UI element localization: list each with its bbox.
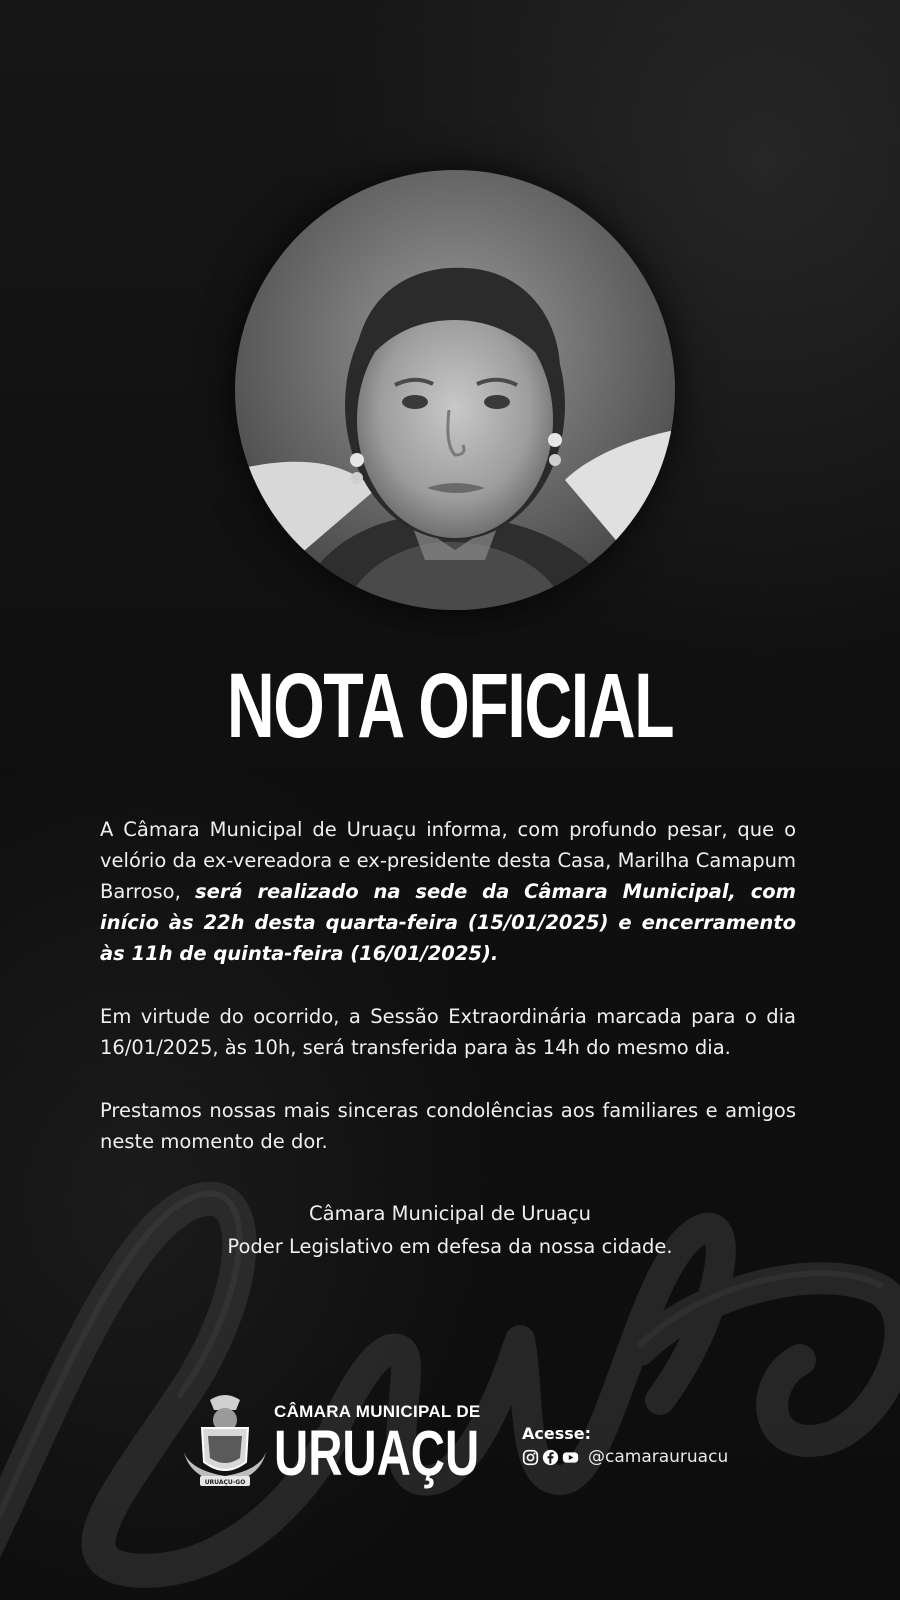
brand-name: URUAÇU [274,1417,480,1489]
access-block [522,1424,728,1467]
social-handle[interactable]: @camarauruacu [588,1447,729,1467]
social-row [522,1447,728,1467]
paragraph-1-highlight: será realizado na sede da Câmara Municipal, com início às 22h desta quarta-feira (15/01/2025) e encerramento às 11h de quinta-feira (16/01/2025). [100,880,796,965]
footer-brand [274,1402,551,1489]
paragraph-2: Em virtude do ocorrido, a Sessão Extraordinária marcada para o dia 16/01/2025, às 10h, será transferida para às 14h do mesmo dia. [100,1005,796,1059]
page-title: NOTA OFICIAL [226,655,674,757]
signature [0,1197,900,1263]
paragraph-3: Prestamos nossas mais sinceras condolências aos familiares e amigos neste momento de dor. [100,1099,796,1153]
portrait-illustration [235,170,675,610]
announcement-body [100,814,796,1189]
crest-logo-icon [180,1392,270,1492]
youtube-icon[interactable] [562,1449,579,1466]
signature-line-1: Câmara Municipal de Uruaçu [309,1202,591,1225]
facebook-icon[interactable] [542,1449,559,1466]
access-label: Acesse: [522,1424,592,1443]
instagram-icon[interactable] [522,1449,539,1466]
paragraph-1 [100,814,796,969]
portrait-photo [235,170,675,610]
crest-text: URUAÇU-GO [204,1479,246,1486]
brand-subtitle: CÂMARA MUNICIPAL DE [274,1402,481,1421]
signature-line-2: Poder Legislativo em defesa da nossa cidade. [227,1235,673,1258]
paragraph-1-intro: A Câmara Municipal de Uruaçu informa, com profundo pesar, que o velório da ex-vereadora e ex-presidente desta Casa, Marilha Camapum Barroso, [100,818,796,903]
